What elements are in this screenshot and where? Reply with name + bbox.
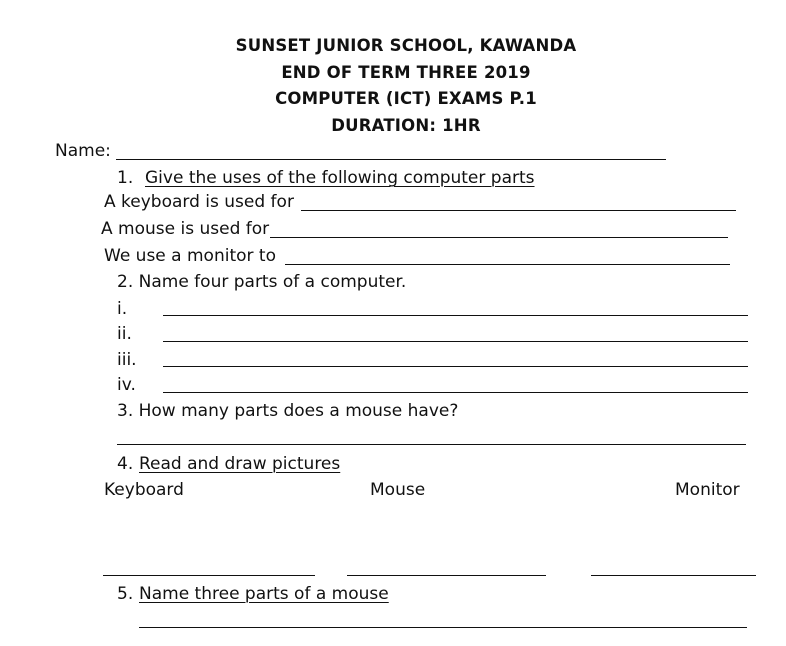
q4-keyboard-drawing-line[interactable]: [103, 575, 315, 576]
name-label: Name:: [55, 141, 111, 161]
exam-title: COMPUTER (ICT) EXAMS P.1: [275, 89, 537, 108]
q1-number: 1.: [117, 168, 134, 188]
q2-answer-line-iii[interactable]: [163, 366, 748, 367]
term-title: END OF TERM THREE 2019: [281, 63, 531, 82]
q1-mouse-answer-line[interactable]: [270, 237, 728, 238]
q5-answer-line[interactable]: [139, 627, 747, 628]
q2-answer-line-i[interactable]: [163, 315, 748, 316]
q2-answer-line-ii[interactable]: [163, 341, 748, 342]
school-name: SUNSET JUNIOR SCHOOL, KAWANDA: [235, 36, 577, 55]
q4-mouse-drawing-line[interactable]: [347, 575, 546, 576]
exam-duration: DURATION: 1HR: [331, 116, 481, 135]
q1-item-mouse: A mouse is used for: [101, 219, 270, 239]
q3-answer-line[interactable]: [117, 444, 746, 445]
q4-title: Read and draw pictures: [139, 454, 341, 474]
q4-number: 4.: [117, 454, 134, 474]
q2-numeral-iv: iv.: [117, 375, 136, 395]
q1-title: Give the uses of the following computer parts: [145, 168, 535, 188]
q3-text: 3. How many parts does a mouse have?: [117, 401, 459, 421]
q5-number: 5.: [117, 584, 134, 604]
q2-numeral-i: i.: [117, 299, 128, 319]
q4-label-keyboard: Keyboard: [104, 480, 184, 500]
q4-label-monitor: Monitor: [675, 480, 740, 500]
name-answer-line[interactable]: [116, 159, 666, 160]
q1-item-keyboard: A keyboard is used for: [104, 192, 294, 212]
q2-numeral-ii: ii.: [117, 324, 132, 344]
q5-title: Name three parts of a mouse: [139, 584, 389, 604]
q2-answer-line-iv[interactable]: [163, 392, 748, 393]
q4-label-mouse: Mouse: [370, 480, 426, 500]
q4-monitor-drawing-line[interactable]: [591, 575, 756, 576]
q2-numeral-iii: iii.: [117, 350, 137, 370]
q1-item-monitor: We use a monitor to: [104, 246, 276, 266]
q1-keyboard-answer-line[interactable]: [301, 210, 736, 211]
q2-text: 2. Name four parts of a computer.: [117, 272, 407, 292]
q1-monitor-answer-line[interactable]: [285, 264, 730, 265]
